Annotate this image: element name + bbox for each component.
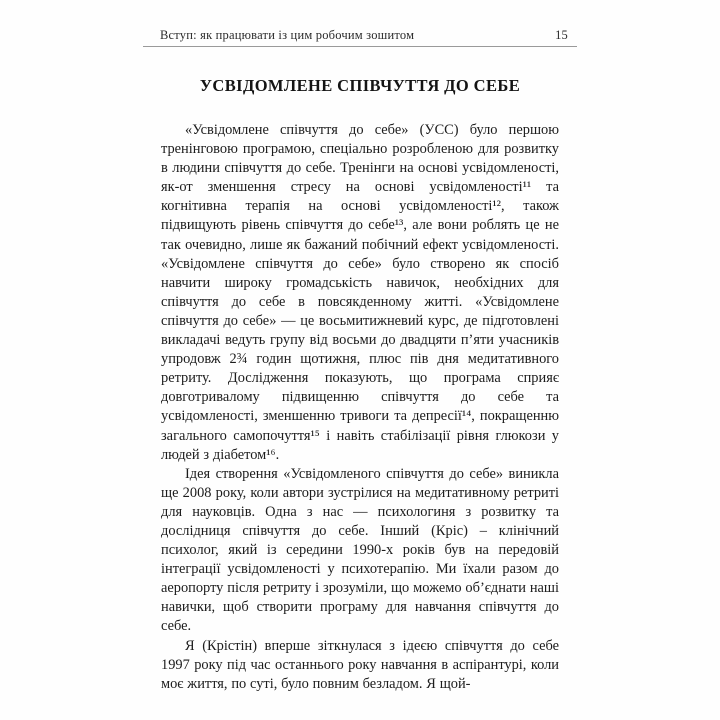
page-number: 15 bbox=[555, 28, 568, 42]
paragraph: Я (Крістін) вперше зіткнулася з ідеєю співчуття до себе 1997 року під час останнього року навчання в аспірантурі, коли моє життя, по суті, було повним безладом. Я щой- bbox=[161, 637, 559, 692]
paragraph: Ідея створення «Усвідомленого співчуття до себе» виникла ще 2008 року, коли автори зустрілися на медитативному ретриті для науковців. Одна з нас — психологиня з розвитку та дослідниця співчуття до себе. Інший (Кріс) – клінічний психолог, який із середини 1990-х років був на передовій інтеграції усвідомленості у психотерапію. Ми їхали разом до аеропорту після ретриту і зрозуміли, що можемо об’єднати наші навички, щоб створити програму для навчання співчуття до себе. bbox=[161, 465, 559, 635]
page-content bbox=[161, 76, 559, 694]
page-header bbox=[160, 28, 568, 43]
chapter-title: УСВІДОМЛЕНЕ СПІВЧУТТЯ ДО СЕБЕ bbox=[199, 76, 521, 95]
paragraph: «Усвідомлене співчуття до себе» (УСС) було першою тренінговою програмою, спеціально розробленою для розвитку в людини співчуття до себе. Тренінги на основі усвідомленості, як-от зменшення стресу на основі усвідомленості¹¹ та когнітивна терапія на основі усвідомленості¹², також підвищують рівень співчуття до себе¹³, але вони роблять це не так очевидно, лише як бажаний побічний ефект усвідомленості. «Усвідомлене співчуття до себе» було створено як спосіб навчити широку громадськість навичок, необхідних для співчуття до себе в повсякденному житті. «Усвідомлене співчуття до себе» — це восьмитижневий курс, де підготовлені викладачі ведуть групу від восьми до двадцяти п’яти учасників упродовж 2¾ годин щотижня, плюс пів дня медитативного ретриту. Дослідження показують, що програма сприяє довготривалому підвищенню співчуття до себе та усвідомленості, зменшенню тривоги та депресії¹⁴, покращенню загального самопочуття¹⁵ і навіть стабілізації рівня глюкози у людей з діабетом¹⁶. bbox=[161, 122, 559, 463]
header-divider bbox=[143, 46, 577, 47]
running-title: Вступ: як працювати із цим робочим зошитом bbox=[160, 28, 415, 42]
